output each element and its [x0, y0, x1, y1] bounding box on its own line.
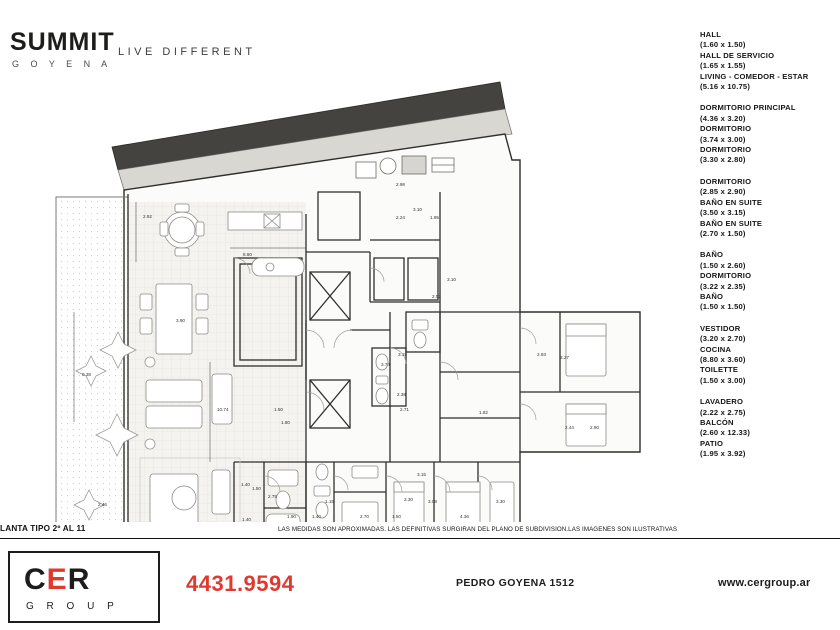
legend-room-dimension: (3.50 x 3.15) [700, 208, 746, 218]
cer-logo-subtitle: G R O U P [26, 601, 119, 612]
plan-dimension-label: 2.75 [268, 494, 277, 499]
legend-room-dimension: (2.60 x 12.33) [700, 428, 751, 438]
legend-group [700, 397, 835, 459]
dimension-labels [0, 62, 690, 522]
legend-room-name: BAÑO [700, 250, 724, 260]
plan-dimension-label: 1.15 [325, 499, 334, 504]
brand-title: SUMMIT [10, 28, 115, 56]
plan-caption: LANTA TIPO 2º AL 11 [0, 524, 86, 533]
cer-logo-text [24, 563, 90, 597]
plan-dimension-label: 1.50 [392, 514, 401, 519]
legend-room-name: HALL DE SERVICIO [700, 50, 775, 60]
legend-room-name: PATIO [700, 438, 724, 448]
plan-dimension-label: 0.38 [82, 372, 91, 377]
plan-disclaimer: LAS MEDIDAS SON APROXIMADAS. LAS DEFINITIVAS SURGIRAN DEL PLANO DE SUBDIVISION.LAS IMAGENES SON ILUSTRATIVAS [278, 526, 678, 533]
legend-room-name: DORMITORIO [700, 124, 752, 134]
footer-bar [0, 545, 840, 630]
legend-group [700, 30, 835, 92]
plan-dimension-label: 3.10 [447, 277, 456, 282]
plan-dimension-label: 1.95 [430, 215, 439, 220]
plan-dimension-label: 2.46 [98, 502, 107, 507]
plan-dimension-label: 2.93 [537, 352, 546, 357]
legend-room-dimension: (3.20 x 2.70) [700, 334, 746, 344]
legend-group [700, 250, 835, 312]
plan-dimension-label: 3.15 [398, 352, 407, 357]
legend-room-name: DORMITORIO PRINCIPAL [700, 103, 796, 113]
legend-room-name: BAÑO EN SUITE [700, 218, 763, 228]
legend-room-name: DORMITORIO [700, 271, 752, 281]
plan-dimension-label: 1.40 [242, 517, 251, 522]
plan-dimension-label: 2.52 [432, 294, 441, 299]
legend-room-dimension: (5.16 x 10.75) [700, 82, 751, 92]
logo-letter-r: R [67, 563, 91, 596]
legend-room-dimension: (3.30 x 2.80) [700, 155, 746, 165]
legend-room-dimension: (2.70 x 1.50) [700, 228, 746, 238]
legend-room-dimension: (3.74 x 3.00) [700, 134, 746, 144]
brand-tagline: LIVE DIFFERENT [118, 46, 256, 58]
plan-dimension-label: 3.15 [417, 472, 426, 477]
logo-letter-e: E [46, 563, 68, 596]
room-legend [700, 30, 835, 471]
divider-rule [0, 538, 840, 539]
plan-dimension-label: 3.90 [176, 318, 185, 323]
legend-room-dimension: (2.22 x 2.75) [700, 407, 746, 417]
logo-letter-c: C [24, 563, 47, 596]
legend-room-name: BAÑO EN SUITE [700, 197, 763, 207]
plan-dimension-label: 3.10 [413, 207, 422, 212]
plan-dimension-label: 3.30 [404, 497, 413, 502]
plan-dimension-label: 1.40 [241, 482, 250, 487]
plan-dimension-label: 4.36 [460, 514, 469, 519]
plan-dimension-label: 1.50 [252, 486, 261, 491]
footer-phone[interactable]: 4431.9594 [186, 571, 295, 596]
legend-room-name: LAVADERO [700, 397, 744, 407]
legend-room-dimension: (4.36 x 3.20) [700, 113, 746, 123]
legend-room-name: BAÑO [700, 291, 724, 301]
plan-dimension-label: 1.80 [281, 420, 290, 425]
plan-dimension-label: 1.50 [274, 407, 283, 412]
legend-room-name: HALL [700, 30, 722, 39]
plan-dimension-label: 2.71 [400, 407, 409, 412]
plan-dimension-label: 8.80 [243, 252, 252, 257]
legend-room-name: LIVING - COMEDOR - ESTAR [700, 71, 809, 81]
legend-room-name: VESTIDOR [700, 323, 741, 333]
plan-dimension-label: 3.30 [496, 499, 505, 504]
legend-group [700, 177, 835, 239]
legend-room-dimension: (1.50 x 2.60) [700, 260, 746, 270]
legend-room-dimension: (1.60 x 1.50) [700, 40, 746, 50]
plan-dimension-label: 2.24 [396, 215, 405, 220]
plan-dimension-label: 2.98 [396, 182, 405, 187]
legend-room-name: BALCÓN [700, 418, 734, 427]
legend-room-dimension: (1.50 x 1.50) [700, 302, 746, 312]
plan-dimension-label: 1.82 [479, 410, 488, 415]
legend-room-name: COCINA [700, 344, 732, 354]
plan-dimension-label: 3.27 [560, 355, 569, 360]
legend-room-dimension: (2.85 x 2.90) [700, 187, 746, 197]
legend-room-dimension: (8.80 x 3.60) [700, 354, 746, 364]
brand-subtitle: G O Y E N A [12, 59, 112, 69]
footer-address: PEDRO GOYENA 1512 [456, 577, 575, 589]
plan-dimension-label: 2.70 [360, 514, 369, 519]
footer-website[interactable]: www.cergroup.ar [718, 577, 811, 589]
legend-room-dimension: (1.65 x 1.55) [700, 61, 746, 71]
legend-room-name: DORMITORIO [700, 145, 752, 155]
plan-dimension-label: 10.74 [217, 407, 229, 412]
plan-dimension-label: 2.92 [143, 214, 152, 219]
plan-dimension-label: 2.38 [397, 392, 406, 397]
plan-dimension-label: 3.08 [428, 499, 437, 504]
legend-group [700, 324, 835, 386]
legend-room-name: TOILETTE [700, 365, 739, 375]
legend-room-dimension: (1.95 x 3.92) [700, 449, 746, 459]
legend-room-dimension: (1.50 x 3.00) [700, 375, 746, 385]
cer-logo-box [8, 551, 160, 623]
legend-room-dimension: (3.22 x 2.35) [700, 281, 746, 291]
plan-dimension-label: 1.40 [312, 514, 321, 519]
plan-dimension-label: 2.44 [565, 425, 574, 430]
plan-dimension-label: 1.90 [287, 514, 296, 519]
legend-group [700, 103, 835, 165]
legend-room-name: DORMITORIO [700, 176, 752, 186]
plan-dimension-label: 2.90 [590, 425, 599, 430]
plan-dimension-label: 3.74 [381, 362, 390, 367]
